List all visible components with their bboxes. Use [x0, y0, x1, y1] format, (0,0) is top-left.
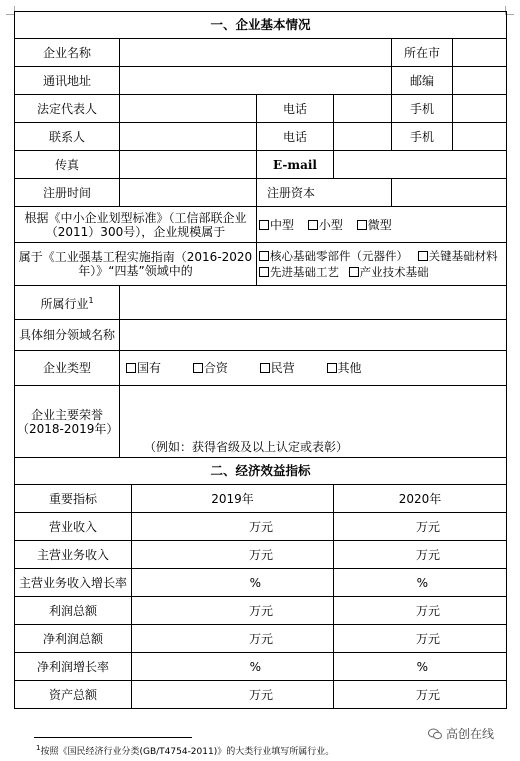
mobile-label: 手机 [392, 95, 453, 122]
industry-label: 所属行业$^1$ [15, 286, 120, 320]
year-2020-header: 2020年 [334, 485, 507, 513]
indicator-label: 净利润总额 [15, 625, 132, 653]
checkbox-icon[interactable] [418, 251, 428, 261]
checkbox-icon[interactable] [308, 220, 318, 230]
contact-mobile-label: 手机 [392, 123, 453, 150]
watermark [428, 725, 494, 742]
company-name-field[interactable] [120, 39, 392, 67]
email-label: E-mail [257, 151, 334, 179]
legal-rep-label: 法定代表人 [15, 95, 120, 123]
contact-mobile-cell [392, 123, 507, 151]
checkbox-icon[interactable] [349, 267, 359, 277]
checkbox-icon[interactable] [260, 363, 270, 373]
indicator-label: 主营业务收入增长率 [15, 569, 132, 597]
four-base-option-core-parts[interactable]: 核心基础零部件（元器件） [259, 249, 408, 263]
postcode-field[interactable] [453, 67, 506, 94]
indicator-label: 净利润增长率 [15, 653, 132, 681]
email-field[interactable] [334, 151, 507, 179]
subfield-label: 具体细分领域名称 [15, 320, 120, 351]
checkbox-icon[interactable] [357, 220, 367, 230]
contact-label: 联系人 [15, 123, 120, 151]
indicator-label: 资产总额 [15, 681, 132, 709]
footnote-number: 1 [36, 744, 41, 752]
reg-time-label: 注册时间 [15, 179, 120, 207]
type-option-private[interactable]: 民营 [260, 361, 295, 375]
indicator-label: 利润总额 [15, 597, 132, 625]
year-2019-header: 2019年 [132, 485, 334, 513]
address-field[interactable] [120, 67, 392, 95]
value-2020-field[interactable]: % [334, 653, 507, 681]
footnote [36, 742, 334, 758]
address-label: 通讯地址 [15, 67, 120, 95]
mobile-field[interactable] [453, 95, 506, 122]
indicator-label: 主营业务收入 [15, 541, 132, 569]
phone-field[interactable] [334, 95, 392, 123]
city-label: 所在市 [392, 39, 453, 66]
checkbox-icon[interactable] [259, 251, 269, 261]
footnote-separator [34, 737, 192, 738]
city-cell [392, 39, 507, 67]
industry-field[interactable] [120, 286, 507, 320]
four-base-option-materials[interactable]: 关键基础材料 [418, 249, 498, 263]
table-row [15, 625, 507, 653]
table-row [15, 541, 507, 569]
four-base-option-tech[interactable]: 产业技术基础 [349, 265, 429, 279]
scale-option-small[interactable]: 小型 [308, 218, 343, 232]
company-type-label: 企业类型 [15, 351, 120, 386]
table-row [15, 597, 507, 625]
fax-field[interactable] [120, 151, 257, 179]
contact-phone-field[interactable] [334, 123, 392, 151]
value-2020-field[interactable]: % [334, 569, 507, 597]
honors-label: 企业主要荣誉 （2018-2019年） [15, 386, 120, 458]
value-2020-field[interactable]: 万元 [334, 597, 507, 625]
checkbox-icon[interactable] [126, 363, 136, 373]
company-name-label: 企业名称 [15, 39, 120, 67]
indicator-header: 重要指标 [15, 485, 132, 513]
wechat-icon [428, 728, 442, 740]
checkbox-icon[interactable] [259, 267, 269, 277]
reg-capital-label: 注册资本 [257, 179, 392, 207]
checkbox-icon[interactable] [193, 363, 203, 373]
fax-label: 传真 [15, 151, 120, 179]
mobile-cell [392, 95, 507, 123]
contact-mobile-field[interactable] [453, 123, 506, 150]
honors-field[interactable] [120, 386, 507, 458]
value-2019-field[interactable]: 万元 [132, 597, 334, 625]
type-option-state[interactable]: 国有 [126, 361, 161, 375]
value-2019-field[interactable]: 万元 [132, 681, 334, 709]
table-row [15, 569, 507, 597]
legal-rep-field[interactable] [120, 95, 257, 123]
value-2019-field[interactable]: % [132, 653, 334, 681]
checkbox-icon[interactable] [259, 220, 269, 230]
postcode-cell [392, 67, 507, 95]
company-type-options [120, 351, 507, 386]
value-2020-field[interactable]: 万元 [334, 541, 507, 569]
scale-options [257, 207, 507, 243]
phone-label: 电话 [257, 95, 334, 123]
reg-time-field[interactable] [120, 179, 257, 207]
section-title-economic: 二、经济效益指标 [15, 458, 507, 485]
type-option-jv[interactable]: 合资 [193, 361, 228, 375]
scale-option-micro[interactable]: 微型 [357, 218, 392, 232]
checkbox-icon[interactable] [327, 363, 337, 373]
city-field[interactable] [453, 39, 506, 66]
value-2019-field[interactable]: 万元 [132, 541, 334, 569]
value-2020-field[interactable]: 万元 [334, 513, 507, 541]
footnote-ref: 1 [88, 296, 94, 305]
scale-label: 根据《中小企业划型标准》（工信部联企业（2011）300号），企业规模属于 [15, 207, 257, 243]
footnote-text: 按照《国民经济行业分类(GB/T4754-2011)》的大类行业填写所属行业。 [40, 747, 335, 757]
postcode-label: 邮编 [392, 67, 453, 94]
four-base-options [257, 243, 507, 286]
section-title-basic-info: 一、企业基本情况 [15, 12, 507, 39]
watermark-text: 高创在线 [446, 727, 495, 741]
contact-phone-label: 电话 [257, 123, 334, 151]
four-base-label: 属于《工业强基工程实施指南（2016-2020年）》“四基”领域中的 [15, 243, 257, 286]
scale-option-medium[interactable]: 中型 [259, 218, 294, 232]
value-2019-field[interactable]: 万元 [132, 625, 334, 653]
table-row [15, 653, 507, 681]
reg-capital-field[interactable] [392, 179, 507, 207]
value-2019-field[interactable]: 万元 [132, 513, 334, 541]
value-2020-field[interactable]: 万元 [334, 625, 507, 653]
indicator-label: 营业收入 [15, 513, 132, 541]
value-2020-field[interactable]: 万元 [334, 681, 507, 709]
honors-example-hint: （例如：获得省级及以上认定或表彰） [144, 440, 349, 454]
table-row [15, 681, 507, 709]
type-option-other[interactable]: 其他 [327, 361, 362, 375]
table-row [15, 513, 507, 541]
value-2019-field[interactable]: % [132, 569, 334, 597]
four-base-option-process[interactable]: 先进基础工艺 [259, 265, 339, 279]
contact-field[interactable] [120, 123, 257, 151]
application-form-table [14, 11, 507, 709]
subfield-field[interactable] [120, 320, 507, 351]
